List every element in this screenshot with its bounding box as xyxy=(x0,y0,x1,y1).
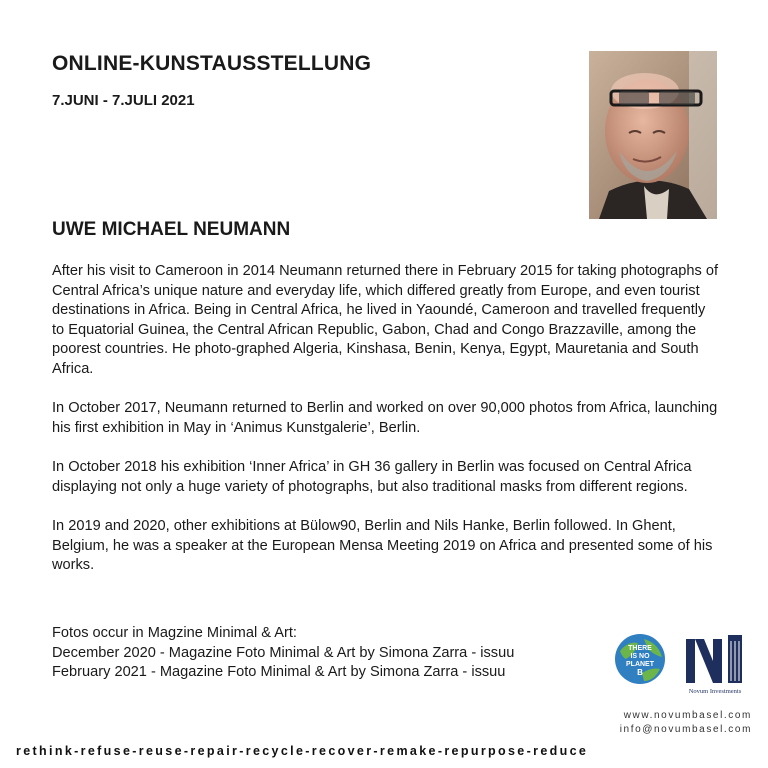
artist-biography xyxy=(52,262,720,596)
artist-portrait xyxy=(589,51,717,219)
bio-paragraph: In October 2017, Neumann returned to Berlin and worked on over 90,000 photos from Africa, launching his first exhibition in May in ‘Animus Kunstgalerie’, Berlin. xyxy=(52,400,718,436)
planet-line: PLANET xyxy=(626,661,654,668)
bio-paragraph: In 2019 and 2020, other exhibitions at Bülow90, Berlin and Nils Hanke, Berlin followed. In Ghent, Belgium, he was a speaker at the European Mensa Meeting 2019 on Africa and presented some of his works. xyxy=(52,518,713,573)
exhibition-dates: 7.JUNI - 7.JULI 2021 xyxy=(52,92,195,109)
planet-b-globe-icon xyxy=(614,633,666,685)
novum-investments-logo xyxy=(684,633,746,695)
contact-info xyxy=(620,709,752,737)
publication-item: December 2020 - Magazine Foto Minimal & Art by Simona Zarra - issuu xyxy=(52,644,515,661)
publication-item: February 2021 - Magazine Foto Minimal & Art by Simona Zarra - issuu xyxy=(52,664,506,680)
artist-name: UWE MICHAEL NEUMANN xyxy=(52,219,291,240)
publications xyxy=(52,624,612,683)
sustainability-slogan: rethink-refuse-reuse-repair-recycle-recover-remake-repurpose-reduce xyxy=(16,744,589,758)
novum-logo-text: Novum Investments xyxy=(688,688,742,695)
exhibition-title: ONLINE-KUNSTAUSSTELLUNG xyxy=(52,52,372,75)
bio-paragraph: After his visit to Cameroon in 2014 Neumann returned there in February 2015 for taking photographs of Central Africa’s unique nature and everyday life, which differed greatly from Europe, and even tourist destinations in Africa. Being in Central Africa, he lived in Yaoundé, Cameroon and travelled frequently to Equatorial Guinea, the Central African Republic, Gabon, Chad and Congo Brazzaville, among the poorest countries. He photo-graphed Algeria, Kinshasa, Benin, Kenya, Egypt, Mauretania and South Africa. xyxy=(52,263,719,377)
planet-line: IS NO xyxy=(630,653,650,660)
planet-line: B xyxy=(637,668,643,677)
planet-line: THERE xyxy=(628,645,652,652)
bio-paragraph: In October 2018 his exhibition ‘Inner Africa’ in GH 36 gallery in Berlin was focused on Central Africa displaying not only a huge variety of photographs, but also traditional masks from different regions. xyxy=(52,459,692,495)
website-link[interactable]: www.novumbasel.com xyxy=(623,710,752,721)
email-link[interactable]: info@novumbasel.com xyxy=(619,724,752,735)
publications-heading: Fotos occur in Magzine Minimal & Art: xyxy=(52,625,297,641)
